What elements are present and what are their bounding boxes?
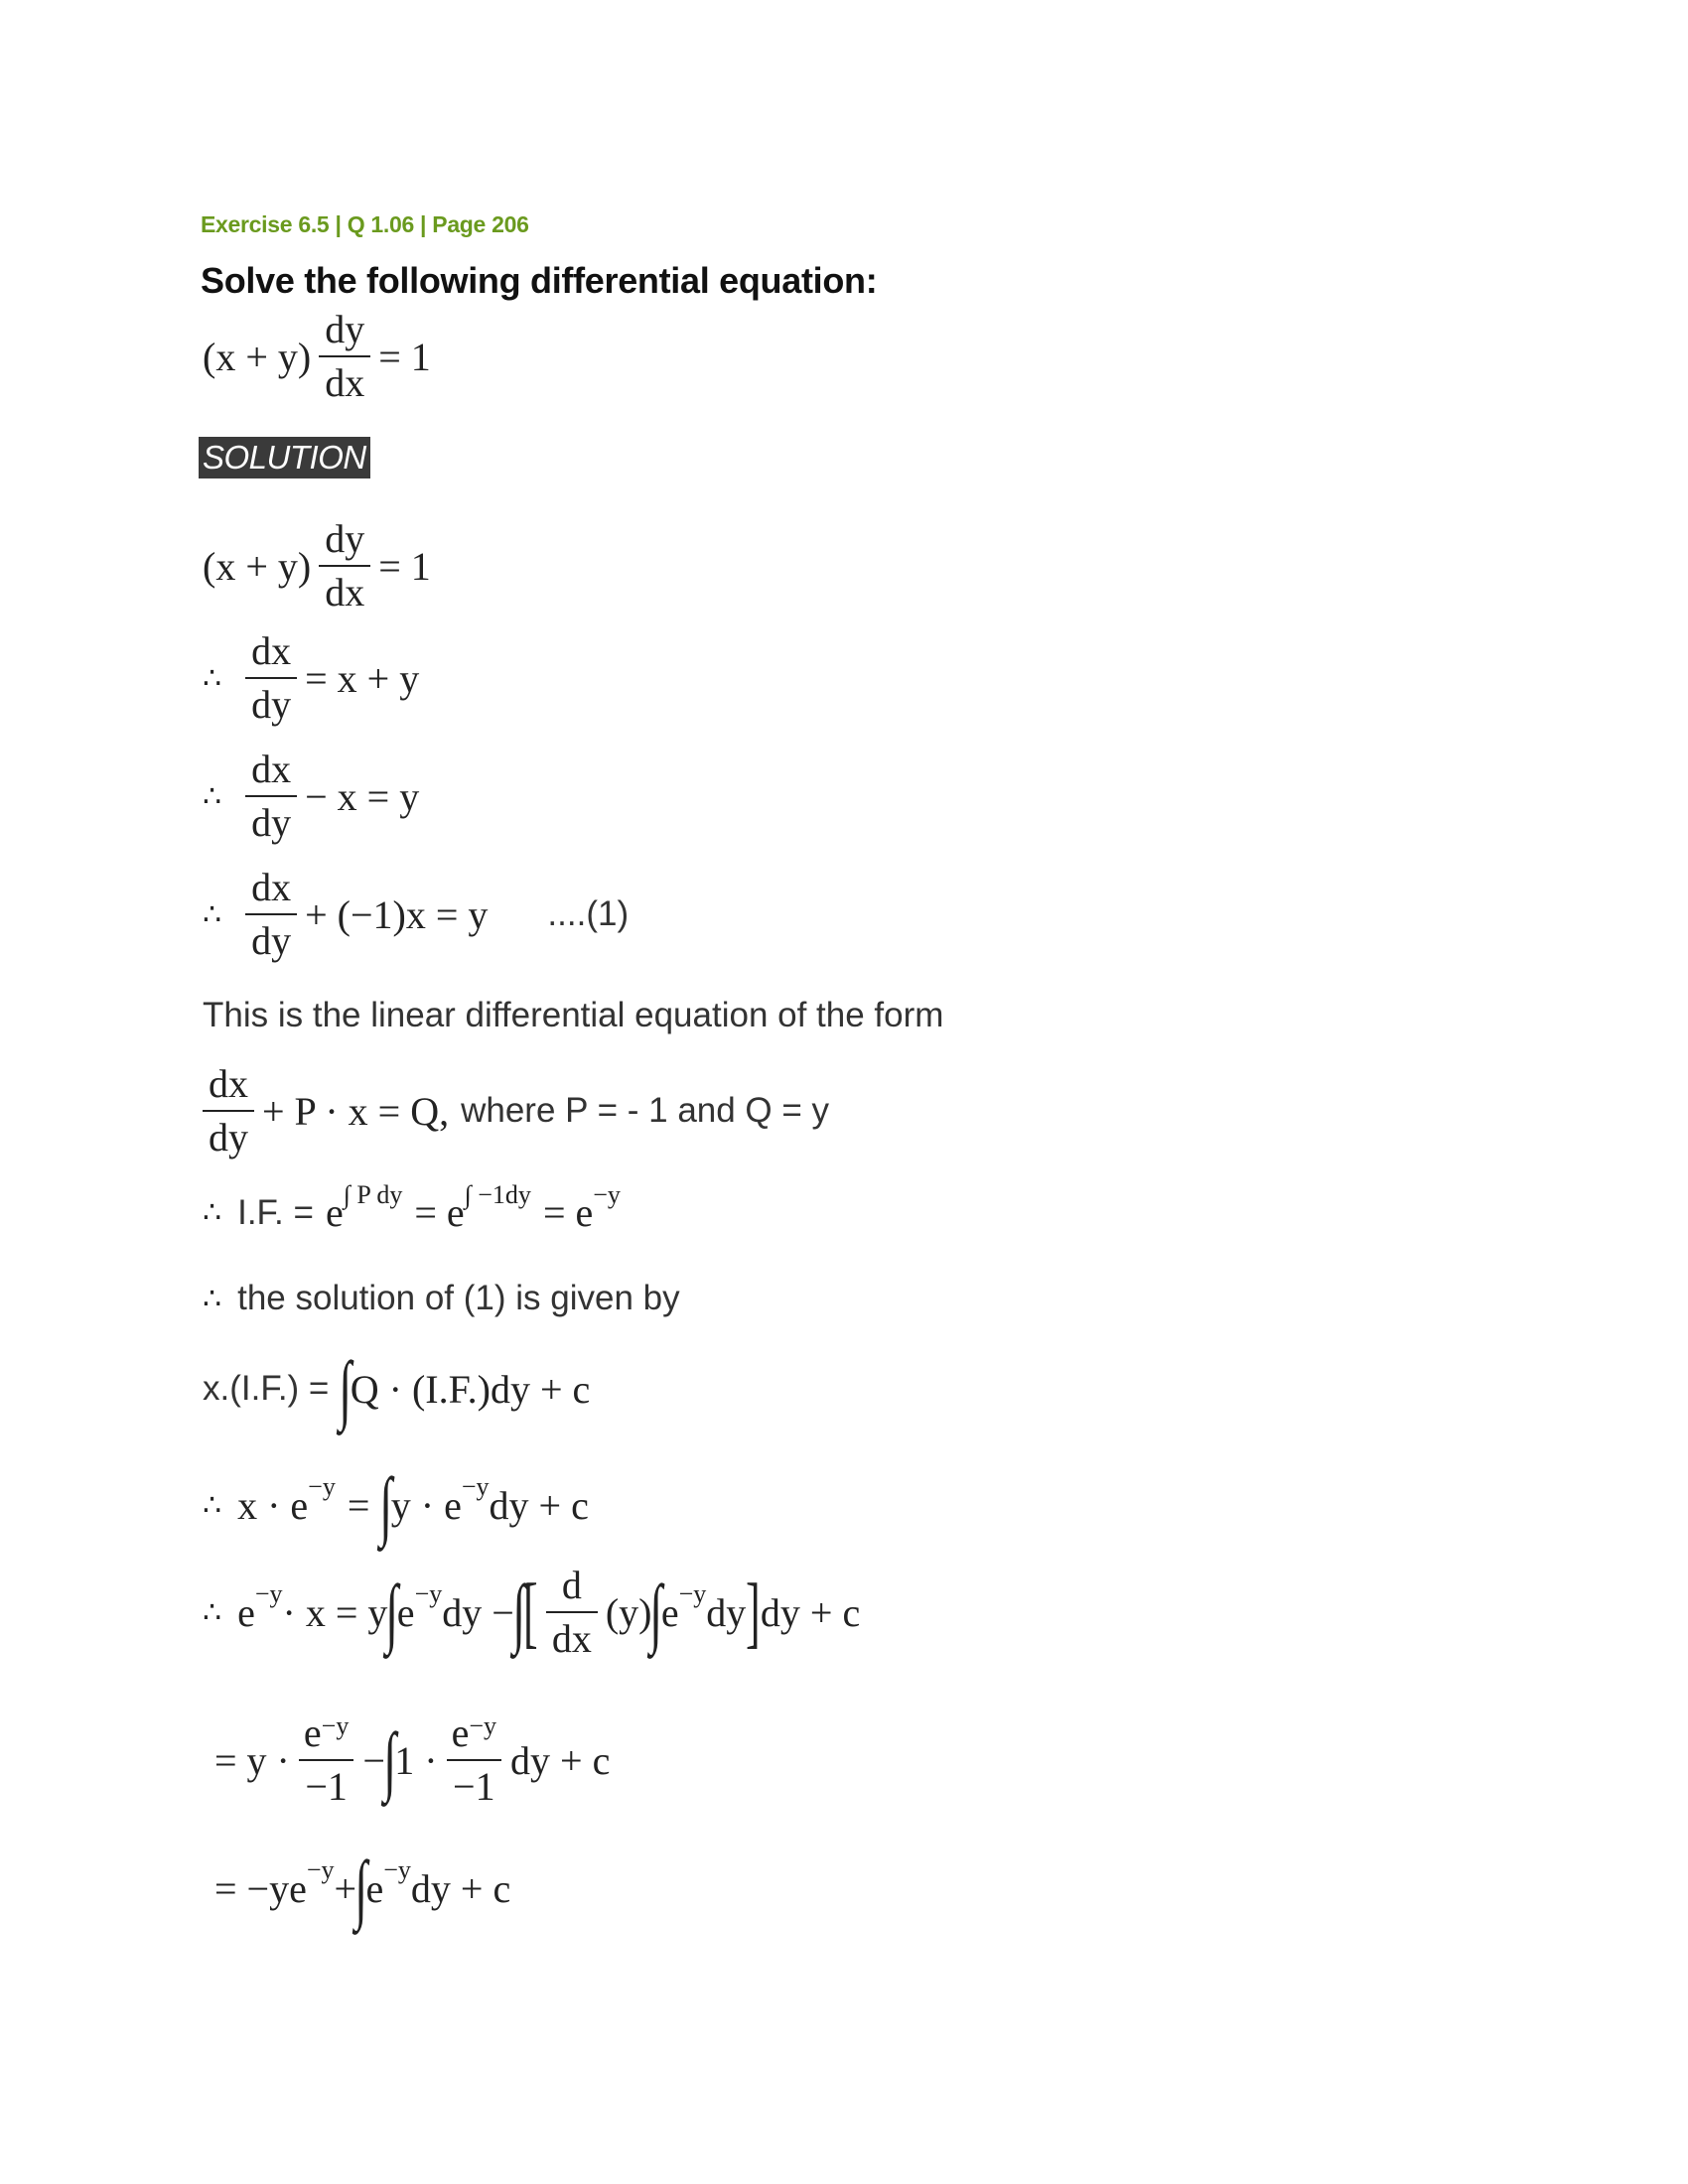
integral-sign: ∫ <box>649 1569 663 1655</box>
therefore-symbol: ∴ <box>203 896 222 932</box>
integral-sign: ∫ <box>512 1569 525 1655</box>
document-page <box>199 0 1489 2184</box>
solution-step-3: ∴ $\frac{dx}{dy}$ − x = y <box>203 747 420 845</box>
question-text: Solve the following differential equation: <box>201 260 878 301</box>
integral-sign: ∫ <box>379 1461 393 1548</box>
solution-given-label: the solution of (1) is given by <box>237 1279 680 1317</box>
left-bracket: [ <box>523 1569 538 1656</box>
integral-sign: ∫ <box>354 1844 368 1931</box>
solution-step-2: ∴ $\frac{dx}{dy}$ = x + y <box>203 628 420 727</box>
integral-sign: ∫ <box>385 1569 399 1655</box>
general-solution-formula: x.(I.F.) = ∫ Q · (I.F.)dy + c <box>203 1345 591 1432</box>
standard-form-equation: $\frac{dx}{dy}$ + P · x = Q, where P = - 1 and Q = y <box>203 1064 829 1158</box>
solution-step-6: ∴ e −y · x = y ∫ e −y dy − ∫ [ $\frac{d}{dx}$ (y) ∫ e −y dy ] dy + c <box>203 1563 861 1661</box>
equation-tag: ....(1) <box>547 894 630 933</box>
integral-sign: ∫ <box>339 1345 352 1432</box>
solution-step-5: ∴ x · e −y = ∫ y · e −y dy + c <box>203 1461 589 1548</box>
integral-sign: ∫ <box>383 1716 396 1803</box>
solution-label: SOLUTION <box>199 437 370 478</box>
solution-given-text <box>203 1279 680 1318</box>
therefore-symbol: ∴ <box>203 1195 222 1230</box>
right-bracket: ] <box>746 1569 761 1656</box>
therefore-symbol: ∴ <box>203 1594 222 1630</box>
linear-form-text: This is the linear differential equation of the form <box>203 996 944 1034</box>
therefore-symbol: ∴ <box>203 660 222 696</box>
solution-step-1: (x + y) $\frac{dy}{dx}$ = 1 <box>203 516 431 614</box>
therefore-symbol: ∴ <box>203 1487 222 1523</box>
solution-step-4: ∴ $\frac{dx}{dy}$ + (−1)x = y ....(1) <box>203 865 630 963</box>
therefore-symbol: ∴ <box>203 778 222 814</box>
question-equation: (x + y) $\frac{dy}{dx}$ = 1 <box>203 307 431 405</box>
therefore-symbol: ∴ <box>203 1281 222 1316</box>
integrating-factor: ∴ I.F. = e ∫ P dy = e ∫ −1dy = e −y <box>203 1179 621 1235</box>
solution-step-7: = y · $\frac{e^{-y}}{-1}$ − ∫ 1 · $\frac{e^{-y}}{-1}$ dy + c <box>214 1710 611 1809</box>
where-clause: where P = - 1 and Q = y <box>461 1091 830 1130</box>
solution-step-8: = −ye −y + ∫ e −y dy + c <box>214 1844 511 1931</box>
if-prefix: I.F. = <box>237 1192 314 1232</box>
exercise-reference: Exercise 6.5 | Q 1.06 | Page 206 <box>201 211 529 237</box>
x-if-label: x.(I.F.) = <box>203 1369 330 1408</box>
